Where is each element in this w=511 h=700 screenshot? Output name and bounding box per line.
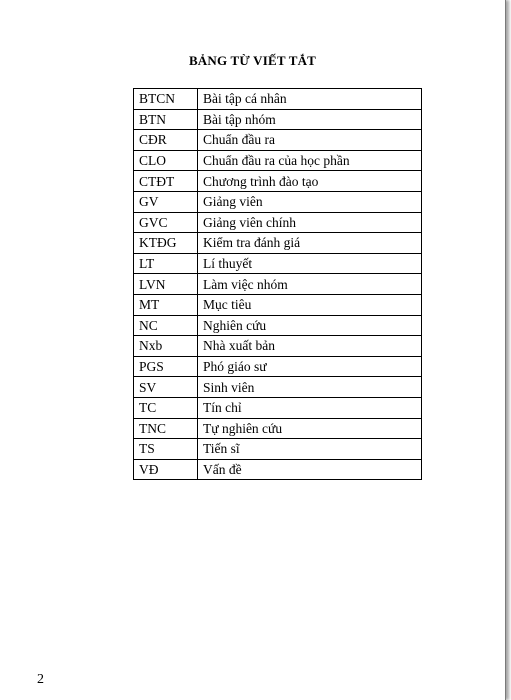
abbreviation-cell: KTĐG: [134, 233, 198, 254]
abbreviation-cell: BTN: [134, 109, 198, 130]
table-row: [134, 397, 422, 418]
abbreviation-cell: GVC: [134, 212, 198, 233]
abbreviation-cell: CLO: [134, 150, 198, 171]
table-row: [134, 191, 422, 212]
meaning-cell: Chuẩn đầu ra: [198, 130, 422, 151]
abbreviation-cell: BTCN: [134, 89, 198, 110]
meaning-cell: Nghiên cứu: [198, 315, 422, 336]
page-title: BẢNG TỪ VIẾT TẮT: [188, 53, 317, 68]
meaning-cell: Bài tập nhóm: [198, 109, 422, 130]
table-row: [134, 294, 422, 315]
abbreviation-cell: CĐR: [134, 130, 198, 151]
abbreviation-cell: VĐ: [134, 459, 198, 480]
meaning-cell: Sinh viên: [198, 377, 422, 398]
meaning-cell: Phó giáo sư: [198, 356, 422, 377]
table-row: [134, 274, 422, 295]
abbreviation-cell: LVN: [134, 274, 198, 295]
abbreviation-cell: GV: [134, 191, 198, 212]
table-row: [134, 233, 422, 254]
table-row: [134, 109, 422, 130]
abbreviation-cell: MT: [134, 294, 198, 315]
table-row: [134, 459, 422, 480]
meaning-cell: Tín chỉ: [198, 397, 422, 418]
meaning-cell: Tiến sĩ: [198, 439, 422, 460]
meaning-cell: Nhà xuất bản: [198, 336, 422, 357]
meaning-cell: Mục tiêu: [198, 294, 422, 315]
table-row: [134, 418, 422, 439]
abbreviation-cell: SV: [134, 377, 198, 398]
table-row: [134, 89, 422, 110]
table-row: [134, 212, 422, 233]
meaning-cell: Làm việc nhóm: [198, 274, 422, 295]
abbreviation-cell: LT: [134, 253, 198, 274]
meaning-cell: Kiểm tra đánh giá: [198, 233, 422, 254]
meaning-cell: Giảng viên: [198, 191, 422, 212]
abbreviation-cell: NC: [134, 315, 198, 336]
table-row: [134, 130, 422, 151]
abbreviation-cell: CTĐT: [134, 171, 198, 192]
table-row: [134, 171, 422, 192]
table-row: [134, 439, 422, 460]
abbreviation-cell: Nxb: [134, 336, 198, 357]
page-number: 2: [37, 672, 44, 687]
meaning-cell: Chuẩn đầu ra của học phần: [198, 150, 422, 171]
meaning-cell: Tự nghiên cứu: [198, 418, 422, 439]
abbreviation-cell: TC: [134, 397, 198, 418]
meaning-cell: Lí thuyết: [198, 253, 422, 274]
table-row: [134, 356, 422, 377]
table-row: [134, 253, 422, 274]
table-row: [134, 315, 422, 336]
abbreviation-cell: PGS: [134, 356, 198, 377]
table-row: [134, 150, 422, 171]
meaning-cell: Bài tập cá nhân: [198, 89, 422, 110]
table-row: [134, 336, 422, 357]
table-row: [134, 377, 422, 398]
abbreviation-cell: TNC: [134, 418, 198, 439]
abbreviation-table-body: [134, 89, 422, 480]
abbreviation-table: [133, 88, 422, 480]
meaning-cell: Chương trình đào tạo: [198, 171, 422, 192]
meaning-cell: Vấn đề: [198, 459, 422, 480]
meaning-cell: Giảng viên chính: [198, 212, 422, 233]
abbreviation-cell: TS: [134, 439, 198, 460]
